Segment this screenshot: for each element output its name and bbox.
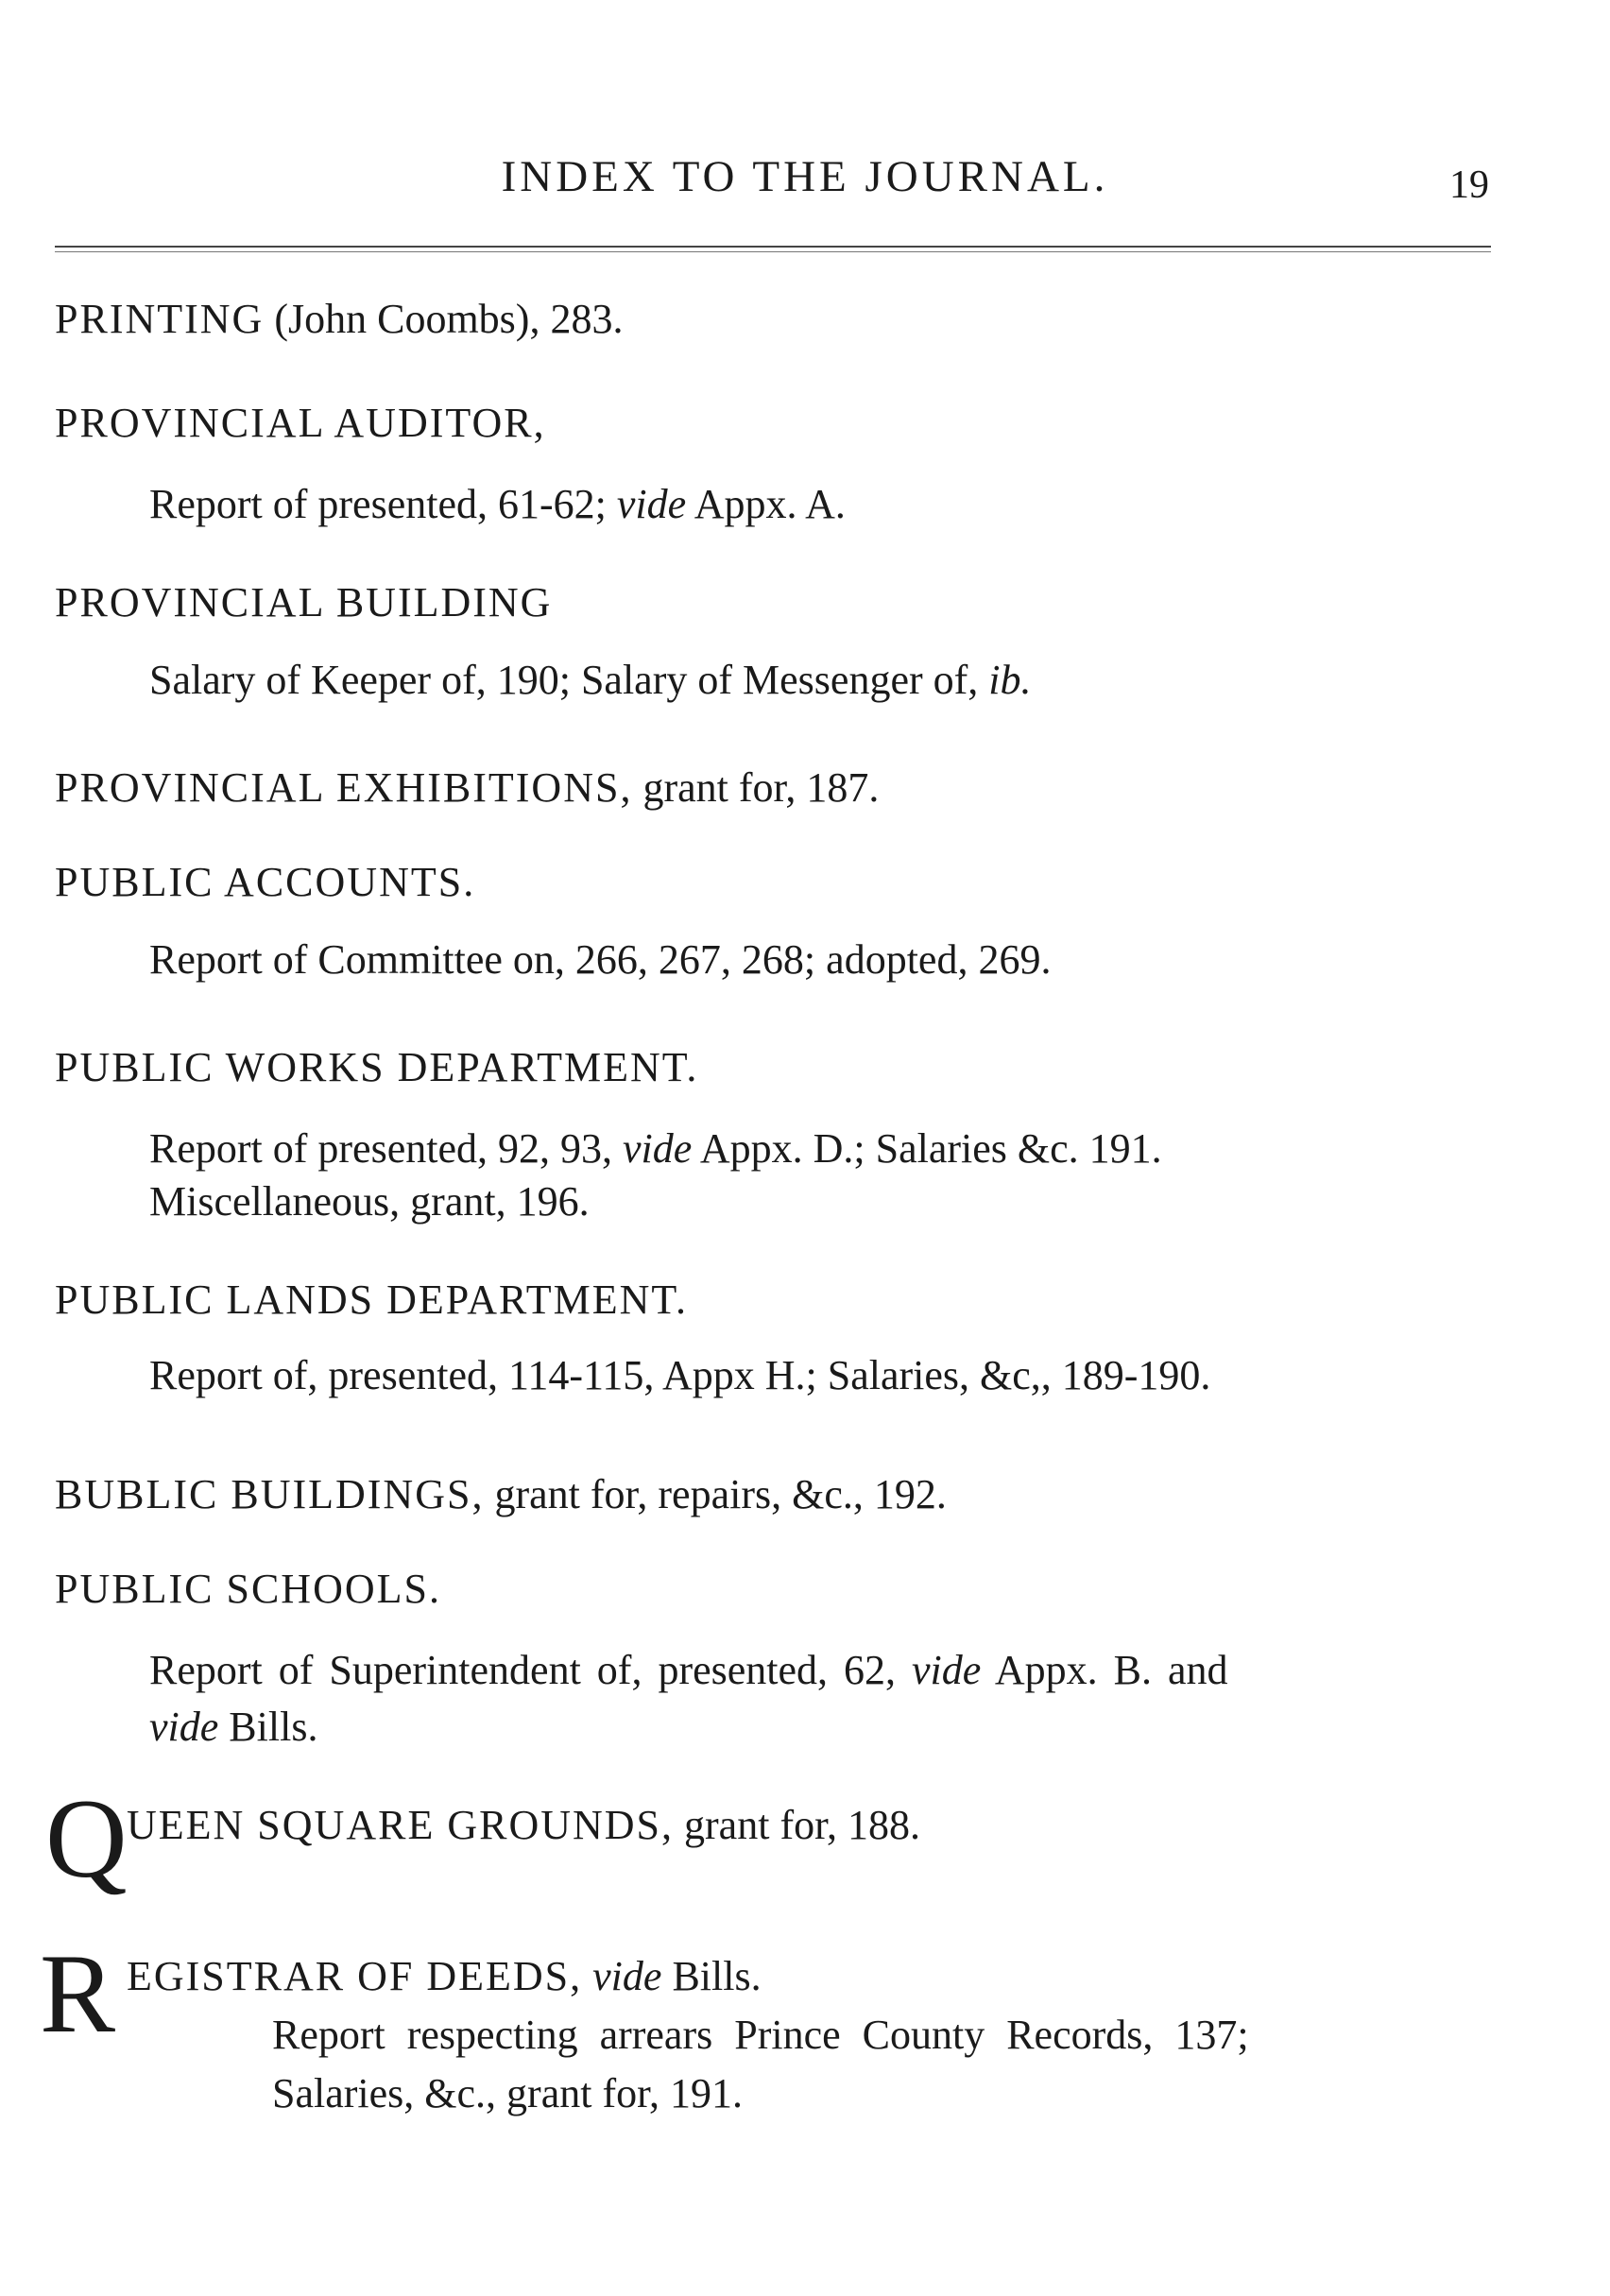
index-entry-public-buildings	[55, 1470, 947, 1518]
index-entry-provincial-auditor	[55, 399, 546, 447]
entry-heading: PUBLIC SCHOOLS.	[55, 1566, 441, 1612]
sub-entry: Report of Committee on, 266, 267, 268; adopted, 269.	[149, 936, 1052, 983]
sub-entry: Miscellaneous, grant, 196.	[149, 1178, 590, 1225]
entry-heading: BUBLIC BUILDINGS,	[55, 1471, 485, 1517]
vide-text: vide	[592, 1953, 662, 1999]
entry-heading: PROVINCIAL BUILDING	[55, 579, 553, 625]
header-rule-secondary	[55, 251, 1491, 252]
sub-entry	[149, 480, 846, 528]
entry-heading: PROVINCIAL AUDITOR,	[55, 400, 546, 446]
entry-text: grant for, 187.	[632, 764, 880, 811]
sub-entry	[149, 1124, 1162, 1173]
index-entry-provincial-exhibitions	[55, 763, 879, 812]
sub-entry	[149, 656, 1032, 704]
sub-entry-text: Salary of Keeper of, 190; Salary of Messenger of,	[149, 657, 989, 703]
index-entry-queen-square	[127, 1801, 920, 1849]
entry-heading: UEEN SQUARE GROUNDS,	[127, 1802, 675, 1848]
sub-entry: Report of, presented, 114-115, Appx H.; Salaries, &c,, 189-190.	[149, 1352, 1211, 1398]
sub-entry: Report respecting arrears Prince County Records, 137;	[272, 2012, 1249, 2058]
sub-entry-text: Appx. D.; Salaries &c. 191.	[692, 1125, 1162, 1172]
entry-text: grant for, 188.	[674, 1802, 920, 1848]
sub-entry-text: Report of Superintendent of, presented, 62,	[149, 1647, 913, 1693]
index-entry-public-schools	[55, 1565, 441, 1613]
entry-heading: PROVINCIAL EXHIBITIONS,	[55, 764, 633, 811]
entry-text: Bills.	[661, 1953, 762, 1999]
sub-entry: Salaries, &c., grant for, 191.	[272, 2070, 743, 2116]
index-entry-provincial-building	[55, 578, 552, 626]
sub-entry	[149, 1646, 1228, 1694]
ibid-text: ib.	[988, 657, 1032, 703]
sub-entry	[149, 1703, 317, 1751]
sub-entry-text: Bills.	[218, 1704, 318, 1750]
entry-heading: PUBLIC ACCOUNTS.	[55, 859, 476, 905]
sub-entry-text: Report of presented, 92, 93,	[149, 1125, 623, 1172]
sub-entry-text: Appx. A.	[686, 481, 846, 527]
vide-text: vide	[623, 1125, 693, 1172]
header-rule	[55, 246, 1491, 248]
entry-heading: PUBLIC WORKS DEPARTMENT.	[55, 1044, 699, 1090]
vide-text: vide	[912, 1647, 982, 1693]
entry-heading: EGISTRAR OF DEEDS,	[127, 1953, 583, 1999]
sub-entry-text: Report of presented, 61-62;	[149, 481, 617, 527]
entry-text: (John Coombs), 283.	[264, 296, 624, 342]
entry-heading: PRINTING	[55, 296, 265, 342]
index-entry-public-accounts	[55, 858, 475, 906]
drop-cap-q: Q	[45, 1775, 128, 1901]
vide-text: vide	[149, 1704, 219, 1750]
index-entry-printing	[55, 295, 623, 343]
entry-text: grant for, repairs, &c., 192.	[484, 1471, 947, 1517]
index-entry-registrar	[127, 1952, 762, 2000]
page-number: 19	[1449, 163, 1489, 207]
vide-text: vide	[616, 481, 687, 527]
sub-entry-text: Appx. B. and	[981, 1647, 1228, 1693]
drop-cap-r: R	[40, 1930, 116, 2056]
entry-heading: PUBLIC LANDS DEPARTMENT.	[55, 1277, 688, 1323]
running-title: INDEX TO THE JOURNAL.	[501, 152, 1109, 201]
index-entry-public-lands	[55, 1276, 688, 1324]
index-entry-public-works	[55, 1043, 698, 1091]
